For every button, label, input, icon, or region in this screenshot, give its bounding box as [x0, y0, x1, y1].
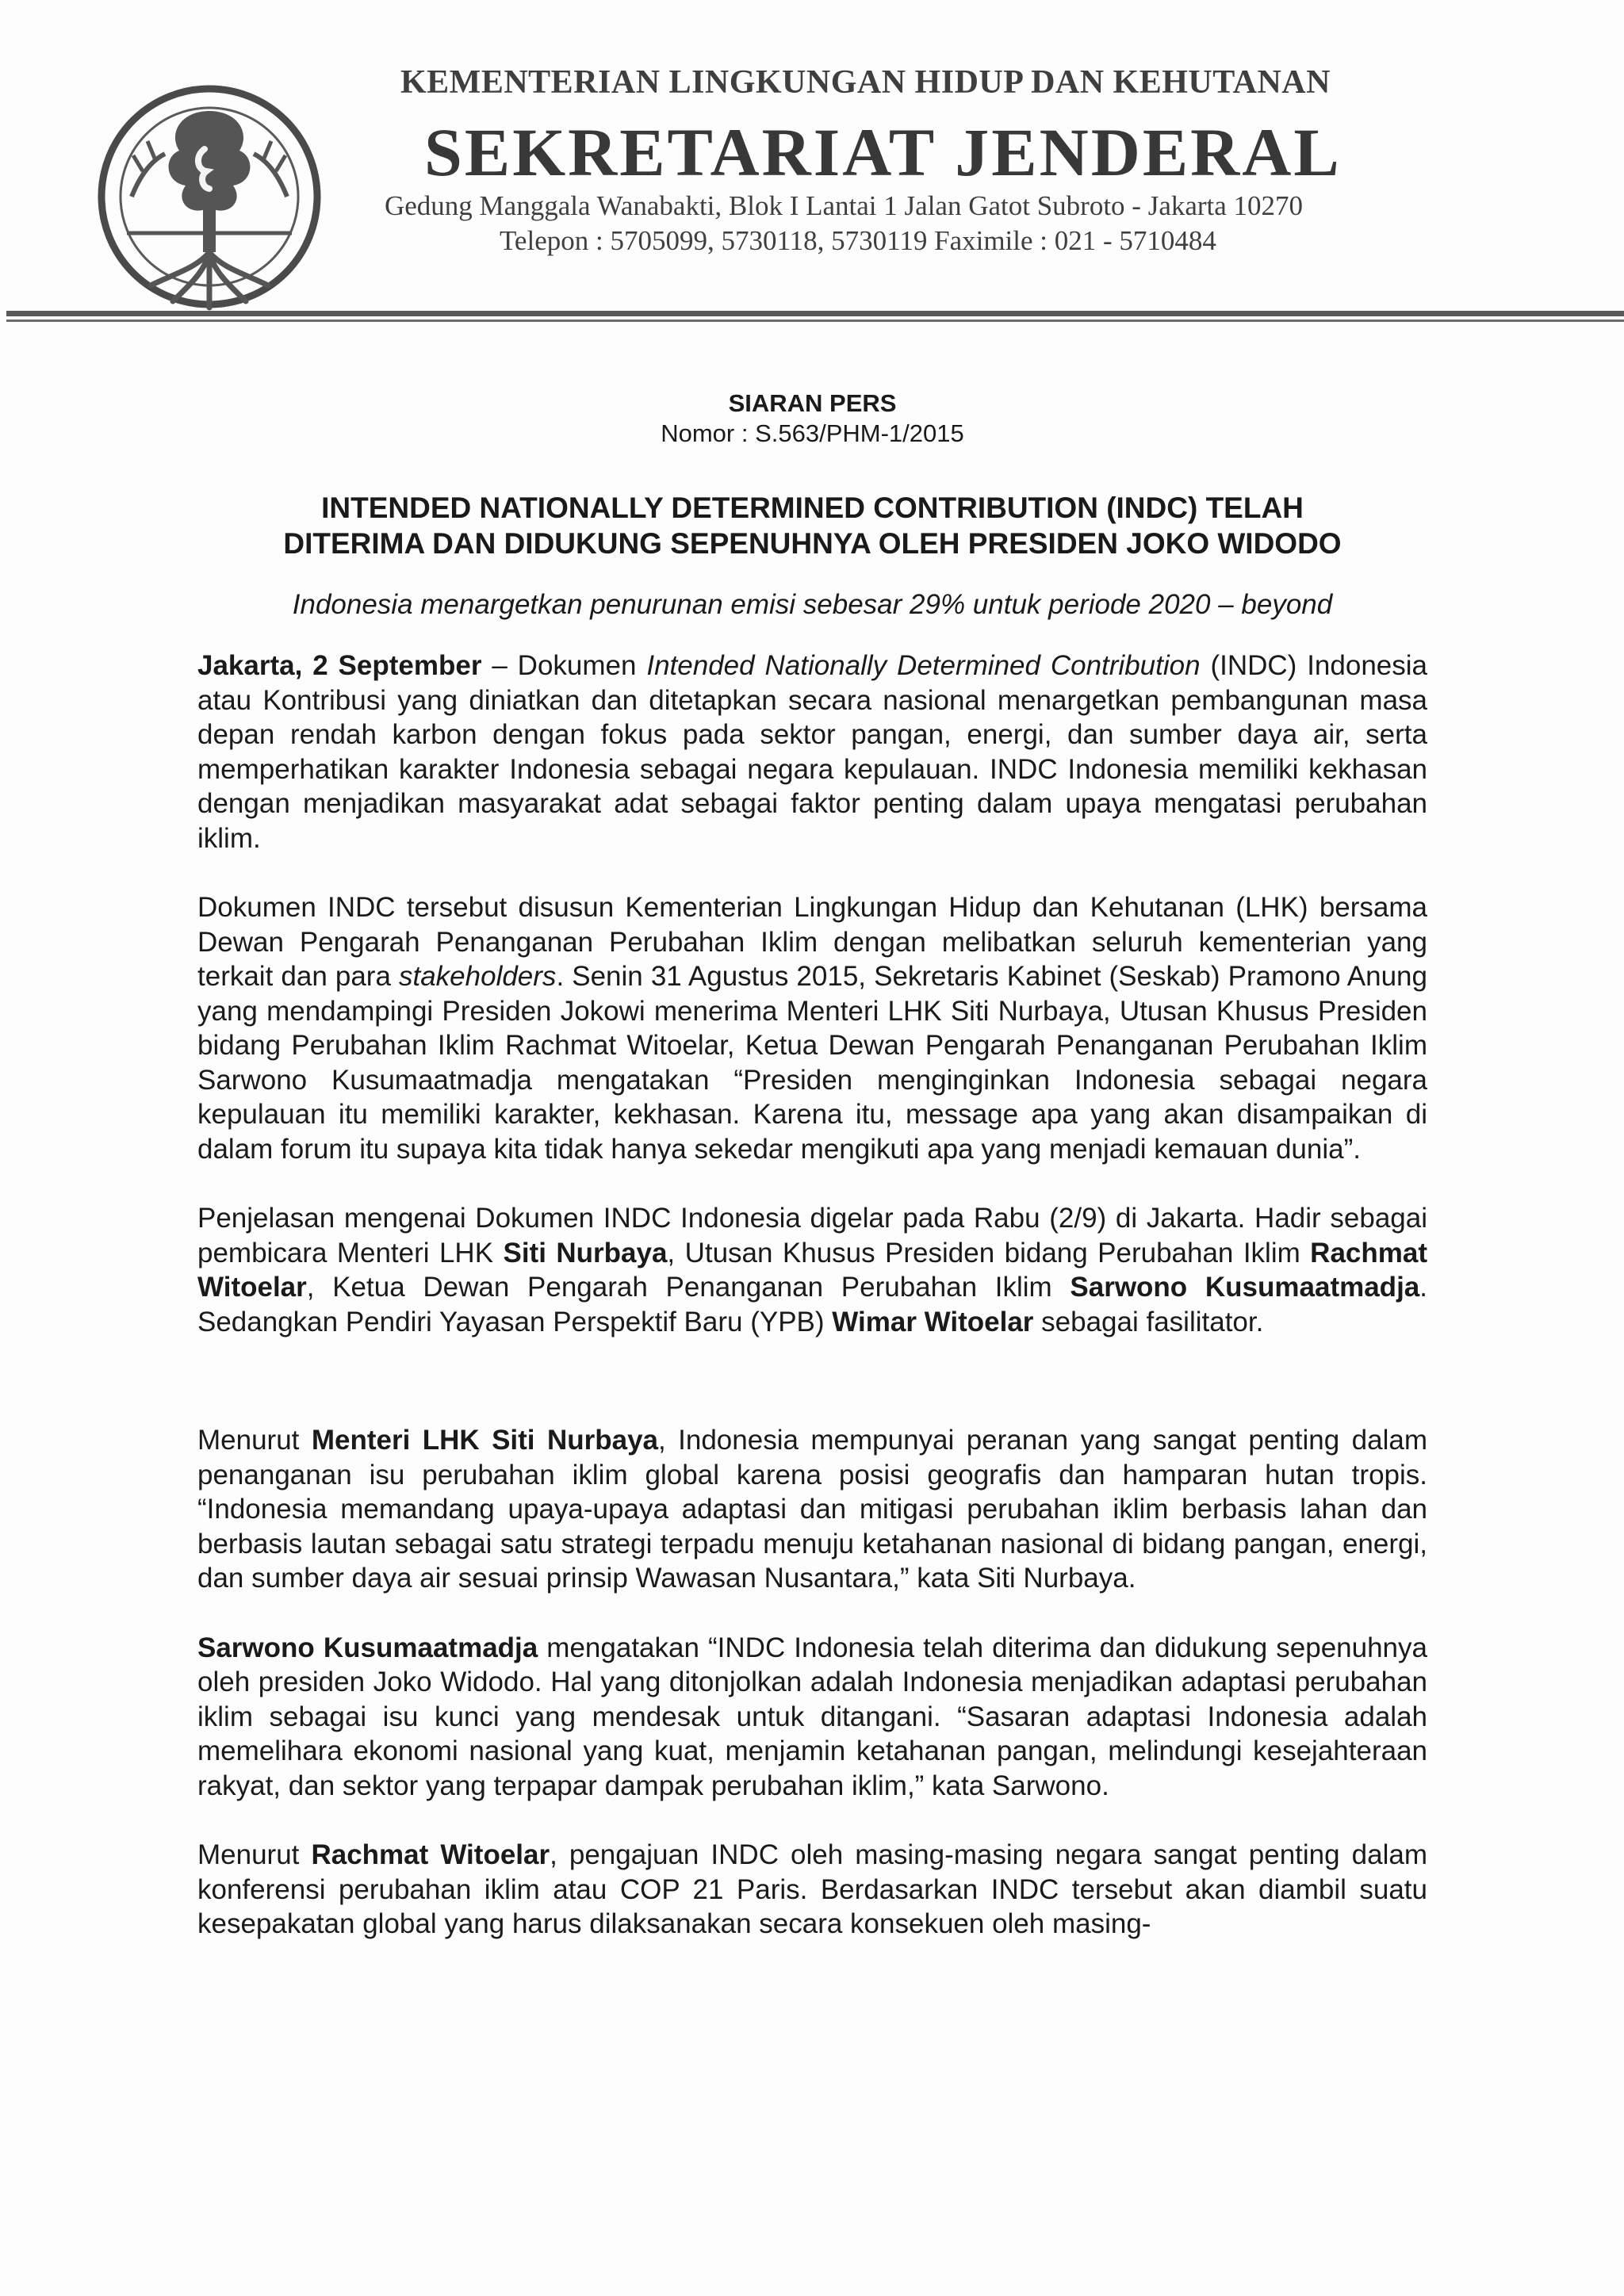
secretariat-name: SEKRETARIAT JENDERAL — [424, 114, 1342, 190]
release-label: SIARAN PERS — [728, 389, 897, 417]
letterhead-rule-thick — [6, 311, 1624, 316]
paragraph-2: Dokumen INDC tersebut disusun Kementerian Lingkungan Hidup dan Kehutanan (LHK) bersama Dewan Pengarah Penanganan Perubahan Iklim dengan melibatkan seluruh kementerian yang terkait dan para stakeholders. Senin 31 Agustus 2015, Sekretaris Kabinet (Seskab) Pramono Anung yang mendampingi Presiden Jokowi menerima Menteri LHK Siti Nurbaya, Utusan Khusus Presiden bidang Perubahan Iklim Rachmat Witoelar, Ketua Dewan Pengarah Penanganan Perubahan Iklim Sarwono Kusumaatmadja mengatakan “Presiden menginginkan Indonesia sebagai negara kepulauan itu memiliki karakter, kekhasan. Karena itu, message apa yang akan disampaikan di dalam forum itu supaya kita tidak hanya sekedar mengikuti apa yang menjadi kemauan dunia”. — [197, 892, 1427, 1165]
paragraph-1: Jakarta, 2 September – Dokumen Intended Nationally Determined Contribution (INDC) Indonesia atau Kontribusi yang diniatkan dan ditetapkan secara nasional menargetkan pembangunan masa depan rendah karbon dengan fokus pada sektor pangan, energi, dan sumber daya air, serta memperhatikan karakter Indonesia sebagai negara kepulauan. INDC Indonesia memiliki kekhasan dengan menjadikan masyarakat adat sebagai faktor penting dalam upaya mengatasi perubahan iklim. — [197, 650, 1427, 854]
release-number: Nomor : S.563/PHM-1/2015 — [661, 419, 964, 447]
letterhead-rule-thin — [6, 320, 1624, 322]
dateline: Jakarta, 2 September — [197, 650, 482, 681]
office-phone: Telepon : 5705099, 5730118, 5730119 Faximile : 021 - 5710484 — [500, 225, 1216, 256]
subtitle: Indonesia menargetkan penurunan emisi sebesar 29% untuk periode 2020 – beyond — [292, 589, 1333, 620]
paragraph-3: Penjelasan mengenai Dokumen INDC Indonesia digelar pada Rabu (2/9) di Jakarta. Hadir sebagai pembicara Menteri LHK Siti Nurbaya, Utusan Khusus Presiden bidang Perubahan Iklim Rachmat Witoelar, Ketua Dewan Pengarah Penanganan Perubahan Iklim Sarwono Kusumaatmadja. Sedangkan Pendiri Yayasan Perspektif Baru (YPB) Wimar Witoelar sebagai fasilitator. — [197, 1203, 1427, 1337]
ministry-name: KEMENTERIAN LINGKUNGAN HIDUP DAN KEHUTANAN — [400, 64, 1331, 101]
ministry-emblem-icon — [86, 78, 333, 316]
office-address: Gedung Manggala Wanabakti, Blok I Lantai 1 Jalan Gatot Subroto - Jakarta 10270 — [385, 190, 1304, 221]
headline-line-2: DITERIMA DAN DIDUKUNG SEPENUHNYA OLEH PRESIDEN JOKO WIDODO — [283, 527, 1342, 560]
paragraph-5: Sarwono Kusumaatmadja mengatakan “INDC Indonesia telah diterima dan didukung sepenuhnya oleh presiden Joko Widodo. Hal yang ditonjolkan adalah Indonesia menjadikan adaptasi perubahan iklim sebagai isu kunci yang mendesak untuk ditangani. “Sasaran adaptasi Indonesia adalah memelihara ekonomi nasional yang kuat, menjamin ketahanan pangan, melindungi kesejahteraan rakyat, dan sektor yang terpapar dampak perubahan iklim,” kata Sarwono. — [197, 1632, 1427, 1801]
letterhead — [0, 48, 1624, 325]
paragraph-4: Menurut Menteri LHK Siti Nurbaya, Indonesia mempunyai peranan yang sangat penting dalam penanganan isu perubahan iklim global karena posisi geografis dan hamparan hutan tropis. “Indonesia memandang upaya-upaya adaptasi dan mitigasi perubahan iklim berbasis lahan dan berbasis lautan sebagai satu strategi terpadu menuju ketahanan nasional di bidang pangan, energi, dan sumber daya air sesuai prinsip Wawasan Nusantara,” kata Siti Nurbaya. — [197, 1425, 1427, 1594]
headline-line-1: INTENDED NATIONALLY DETERMINED CONTRIBUTION (INDC) TELAH — [321, 492, 1304, 524]
paragraph-6: Menurut Rachmat Witoelar, pengajuan INDC oleh masing-masing negara sangat penting dalam konferensi perubahan iklim atau COP 21 Paris. Berdasarkan INDC tersebut akan diambil suatu kesepakatan global yang harus dilaksanakan secara konsekuen oleh masing- — [197, 1839, 1427, 1939]
headline — [197, 490, 1427, 561]
press-release-body — [197, 388, 1427, 1942]
